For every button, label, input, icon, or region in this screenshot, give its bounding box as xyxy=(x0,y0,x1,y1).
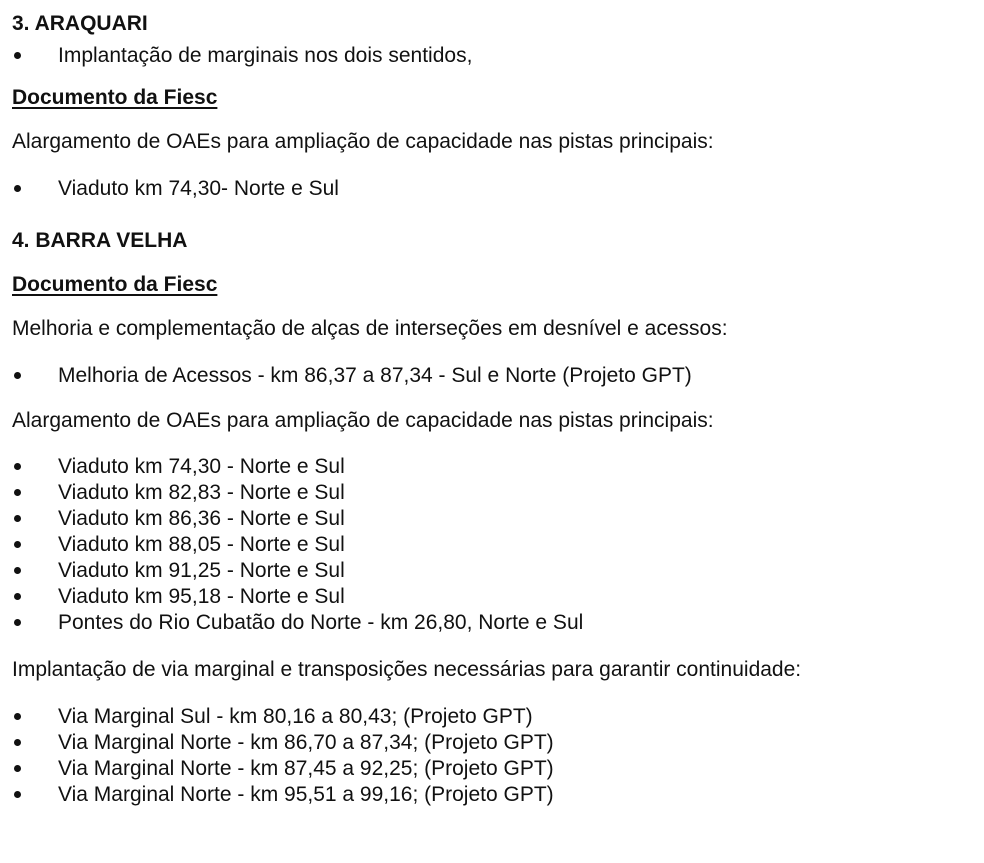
bullet-icon xyxy=(14,567,21,574)
bullet-icon xyxy=(14,739,21,746)
group-title: Implantação de via marginal e transposições necessárias para garantir continuidade: xyxy=(12,658,802,681)
section-heading: 4. BARRA VELHA xyxy=(12,229,188,252)
list-item-text: Viaduto km 95,18 - Norte e Sul xyxy=(58,585,345,608)
bullet-icon xyxy=(14,463,21,470)
list-item-text: Viaduto km 86,36 - Norte e Sul xyxy=(58,507,345,530)
list-item-text: Via Marginal Norte - km 87,45 a 92,25; (Projeto GPT) xyxy=(58,757,554,780)
group-title: Alargamento de OAEs para ampliação de capacidade nas pistas principais: xyxy=(12,409,714,432)
list-item-text: Viaduto km 74,30- Norte e Sul xyxy=(58,177,339,200)
list-item-text: Melhoria de Acessos - km 86,37 a 87,34 - Sul e Norte (Projeto GPT) xyxy=(58,364,692,387)
bullet-icon xyxy=(14,619,21,626)
bullet-icon xyxy=(14,372,21,379)
list-item-text: Implantação de marginais nos dois sentidos, xyxy=(58,44,473,67)
doc-source-label: Documento da Fiesc xyxy=(12,86,218,109)
bullet-icon xyxy=(14,489,21,496)
group-title: Melhoria e complementação de alças de interseções em desnível e acessos: xyxy=(12,317,728,340)
list-item-text: Viaduto km 74,30 - Norte e Sul xyxy=(58,455,345,478)
list-item-text: Viaduto km 91,25 - Norte e Sul xyxy=(58,559,345,582)
list-item-text: Via Marginal Sul - km 80,16 a 80,43; (Projeto GPT) xyxy=(58,705,533,728)
list-item-text: Pontes do Rio Cubatão do Norte - km 26,80, Norte e Sul xyxy=(58,611,584,634)
doc-source-label: Documento da Fiesc xyxy=(12,273,218,296)
bullet-icon xyxy=(14,593,21,600)
bullet-icon xyxy=(14,541,21,548)
bullet-icon xyxy=(14,713,21,720)
bullet-icon xyxy=(14,791,21,798)
list-item-text: Viaduto km 88,05 - Norte e Sul xyxy=(58,533,345,556)
bullet-icon xyxy=(14,765,21,772)
bullet-icon xyxy=(14,185,21,192)
list-item-text: Via Marginal Norte - km 95,51 a 99,16; (Projeto GPT) xyxy=(58,783,554,806)
list-item-text: Viaduto km 82,83 - Norte e Sul xyxy=(58,481,345,504)
bullet-icon xyxy=(14,52,21,59)
group-title: Alargamento de OAEs para ampliação de capacidade nas pistas principais: xyxy=(12,130,714,153)
bullet-icon xyxy=(14,515,21,522)
section-heading: 3. ARAQUARI xyxy=(12,12,148,35)
list-item-text: Via Marginal Norte - km 86,70 a 87,34; (Projeto GPT) xyxy=(58,731,554,754)
